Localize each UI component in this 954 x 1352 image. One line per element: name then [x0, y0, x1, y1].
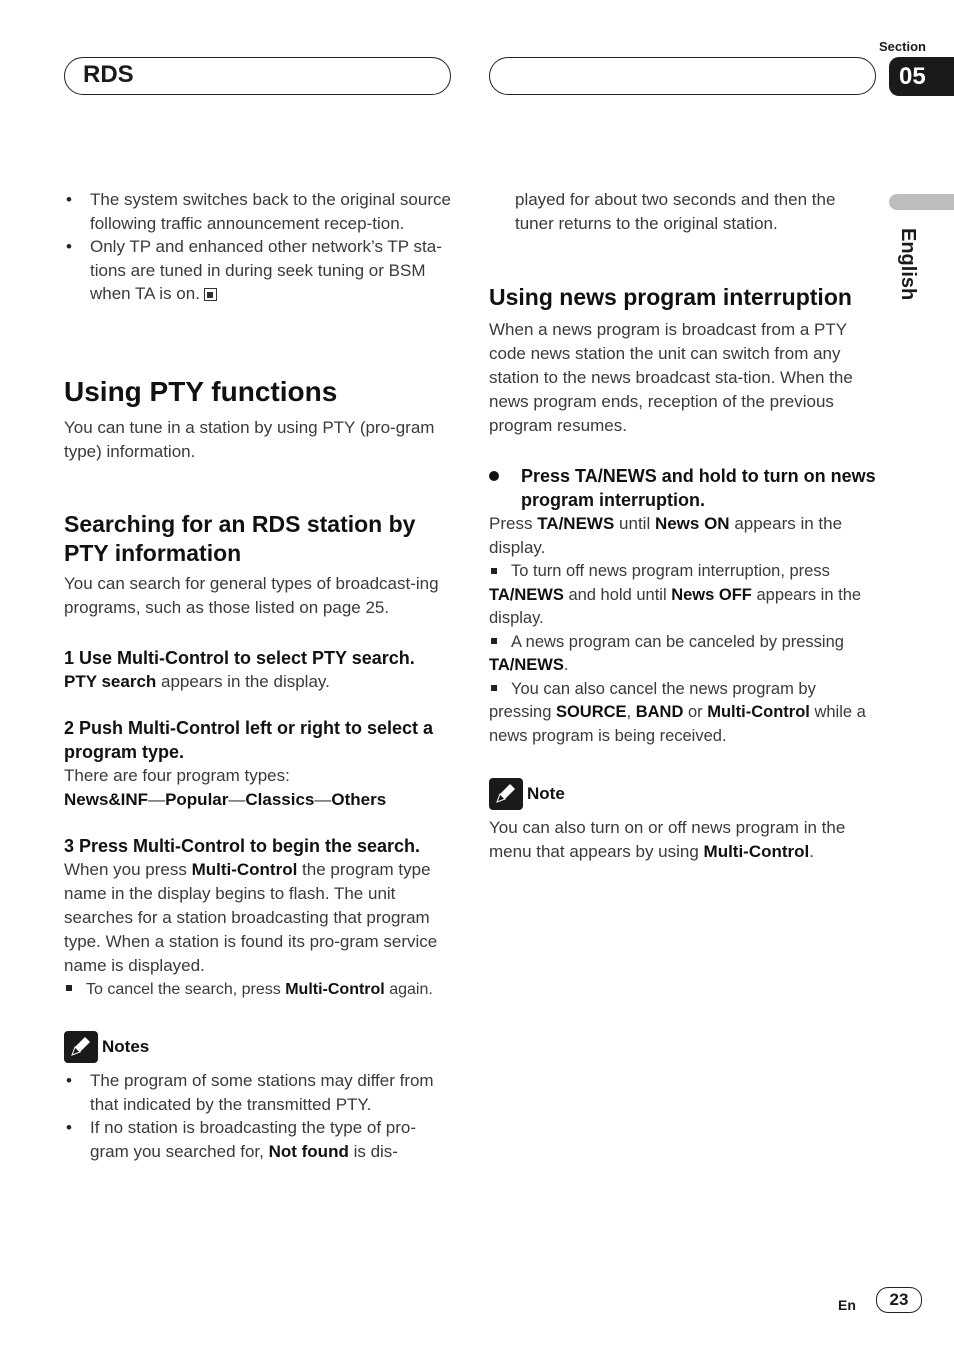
page-title: Using PTY functions: [64, 375, 338, 407]
news-step-title: Press TA/NEWS and hold to turn on news program interruption.: [489, 464, 877, 512]
sub-intro-paragraph: You can search for general types of broadcast-ing programs, such as those listed on page 25.: [64, 573, 439, 617]
section-number: 05: [889, 57, 954, 96]
news-square-note-1: To turn off news program interruption, press TA/NEWS and hold until News OFF appears in the display.: [489, 562, 862, 627]
chapter-title: RDS: [83, 61, 134, 88]
note-pencil-icon: [489, 778, 523, 810]
intro-paragraph: You can tune in a station by using PTY (pro-gram type) information.: [64, 417, 435, 461]
program-type: News&INF: [64, 789, 149, 809]
list-item: • If no station is broadcasting the type of pro-gram you searched for, Not found is dis-: [64, 1116, 452, 1163]
language-code: En: [838, 1297, 856, 1313]
square-bullet-icon: [491, 638, 497, 644]
program-type: Others: [331, 789, 387, 809]
chapter-header-right: [489, 57, 876, 95]
notes-list: [64, 1069, 452, 1163]
list-item: • The system switches back to the original source following traffic announcement recep-tion.: [64, 188, 452, 235]
language-tab: English: [897, 228, 919, 301]
note-pencil-icon: [64, 1031, 98, 1063]
step-3-note: To cancel the search, press Multi-Control again.: [64, 978, 452, 1002]
end-mark-icon: [204, 288, 217, 301]
subheading-pty-search: Searching for an RDS station by PTY information: [64, 510, 416, 566]
list-item: • Only TP and enhanced other network’s TP sta-tions are tuned in during seek tuning or BSM when TA is on.: [64, 235, 452, 306]
list-item: • The program of some stations may differ from that indicated by the transmitted PTY.: [64, 1069, 452, 1116]
step-2-text: There are four program types:: [64, 765, 290, 785]
step-2-title: 2 Push Multi-Control left or right to select a program type.: [64, 717, 434, 762]
top-bullet-list: [64, 188, 452, 306]
step-1-title: 1 Use Multi-Control to select PTY search.: [64, 647, 415, 668]
page-number: 23: [876, 1287, 922, 1313]
step-3-text: When you press Multi-Control the program type name in the display begins to flash. The unit searches for a station broadcasting that program type. When a station is found its pro-gram service name is displayed.: [64, 859, 438, 975]
left-column: [64, 188, 452, 1163]
step-1-text: PTY search appears in the display.: [64, 671, 330, 691]
note-text: You can also turn on or off news program in the menu that appears by using Multi-Control.: [489, 818, 846, 861]
program-type: Popular: [165, 789, 229, 809]
notes-header: [64, 1031, 452, 1063]
program-type: Classics: [245, 789, 315, 809]
subheading-news-interruption: Using news program interruption: [489, 284, 852, 310]
news-square-note-3: You can also cancel the news program by pressing SOURCE, BAND or Multi-Control while a news program is being received.: [489, 679, 866, 745]
chapter-header-left: [64, 57, 451, 95]
step-3-title: 3 Press Multi-Control to begin the search.: [64, 835, 421, 856]
square-bullet-icon: [491, 568, 497, 574]
program-types: News&INF—Popular—Classics—Others: [64, 789, 387, 809]
news-square-note-2: A news program can be canceled by pressing TA/NEWS.: [489, 632, 844, 674]
note-header: [489, 778, 877, 810]
continued-note: played for about two seconds and then the tuner returns to the original station.: [515, 190, 836, 233]
square-bullet-icon: [491, 685, 497, 691]
news-intro-paragraph: When a news program is broadcast from a PTY code news station the unit can switch from any station to the news broadcast sta-tion. When the news program ends, reception of the previous program resumes.: [489, 320, 853, 435]
right-column: [489, 188, 877, 863]
round-bullet-icon: [489, 471, 499, 481]
section-label: Section: [879, 39, 926, 54]
square-bullet-icon: [66, 985, 72, 991]
notes-title: Notes: [102, 1037, 150, 1056]
note-title: Note: [527, 784, 565, 803]
language-tab-marker: [889, 194, 954, 210]
news-step-text: Press TA/NEWS until News ON appears in the display.: [489, 514, 843, 557]
